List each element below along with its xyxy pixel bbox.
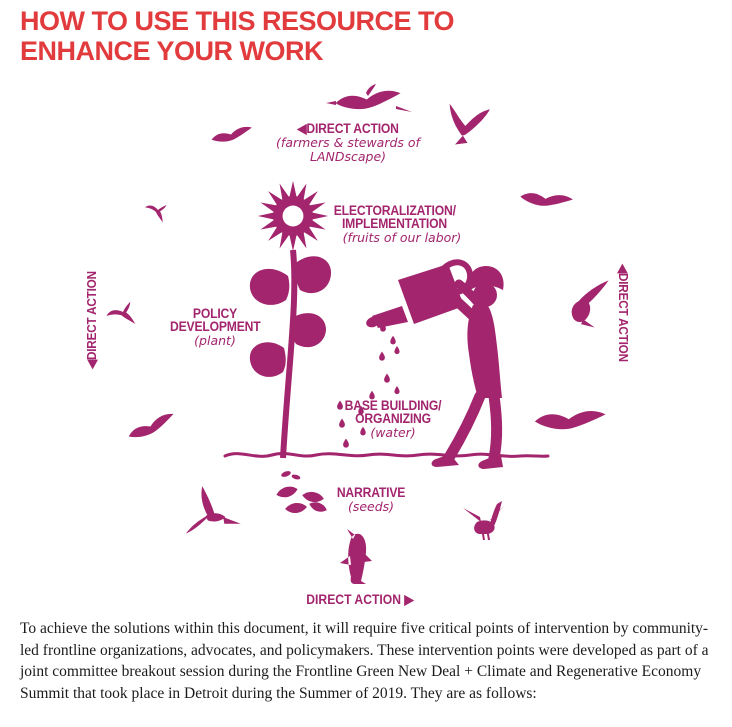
stage-narrative-metaphor: (seeds): [347, 499, 395, 514]
stage-policy-development: [165, 307, 265, 348]
stage-narrative-name: NARRATIVE: [336, 485, 406, 500]
stage-direct-action: [268, 122, 428, 164]
stage-narrative: [333, 486, 409, 514]
gull-icon: [126, 412, 177, 441]
stage-base-building-metaphor: (water): [370, 425, 416, 440]
body-paragraph: To achieve the solutions within this document, it will require five critical points of intervention by community-led frontline organizations, advocates, and policymakers. These intervention points were developed as part of a joint committee breakout session during the Frontline Green New Deal + Climate and Regenerative Economy Summit that took place in Detroit during the Summer of 2019. They are as follows:: [20, 620, 709, 702]
stage-base-building: [336, 399, 451, 440]
seagull-icon: [535, 408, 606, 432]
eagle-icon: [444, 104, 490, 149]
finch-icon: [105, 301, 136, 328]
penguin-icon: [340, 529, 372, 584]
stage-electoralization-metaphor: (fruits of our labor): [342, 230, 462, 245]
owl-icon: [572, 280, 609, 327]
sunflower-icon: [258, 181, 328, 251]
swallow-icon: [210, 126, 253, 143]
heron-icon: [326, 84, 412, 112]
watering-can-icon: [365, 262, 470, 329]
stage-direct-action-name: ◀DIRECT ACTION: [297, 121, 399, 136]
stage-policy-development-name: POLICY DEVELOPMENT: [170, 306, 261, 334]
stage-direct-action-metaphor: (farmers & stewards of LANDscape): [276, 135, 420, 164]
direct-action-bottom-label: DIRECT ACTION ▶: [306, 592, 414, 607]
stage-electoralization-name: ELECTORALIZATION/ IMPLEMENTATION: [333, 203, 456, 231]
seeds-icon: [275, 470, 328, 514]
stage-policy-development-metaphor: (plant): [194, 333, 236, 348]
direct-action-left-label: ◀DIRECT ACTION: [84, 271, 99, 369]
page-title: HOW TO USE THIS RESOURCE TO ENHANCE YOUR WORK: [20, 6, 455, 66]
direct-action-right-label: ◀DIRECT ACTION: [616, 264, 631, 362]
songbird-icon: [142, 200, 167, 223]
stage-base-building-name: BASE BUILDING/ ORGANIZING: [344, 398, 442, 426]
pelican-icon: [186, 486, 241, 533]
goose-icon: [463, 501, 505, 540]
stage-electoralization: [327, 204, 477, 245]
raven-icon: [519, 187, 573, 212]
